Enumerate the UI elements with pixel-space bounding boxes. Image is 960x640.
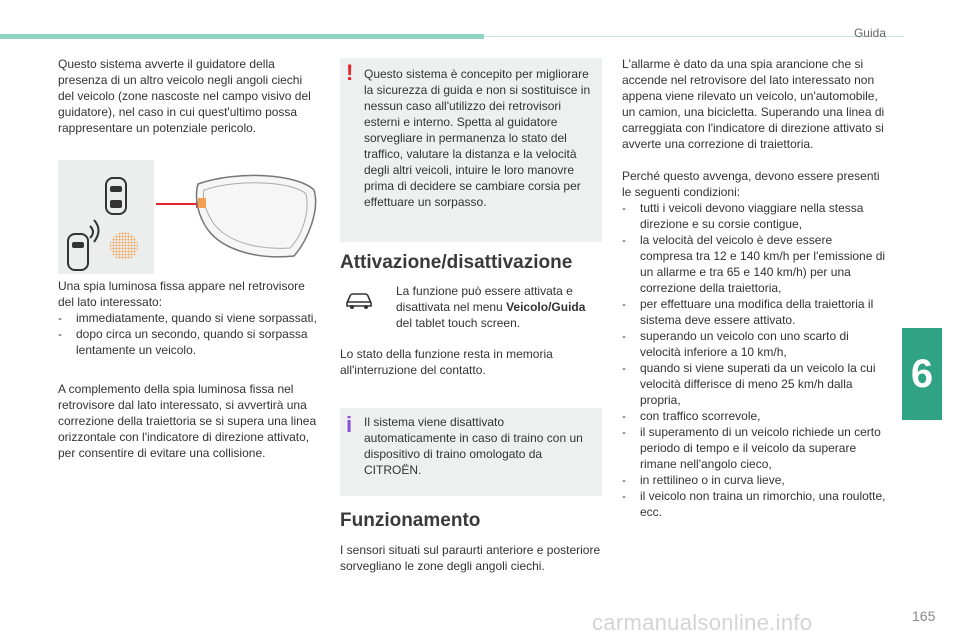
list-item: - dopo circa un secondo, quando si sorpassa lentamente un veicolo.	[58, 326, 320, 358]
chapter-tab: 6	[902, 328, 942, 420]
activation-heading: Attivazione/disattivazione	[340, 252, 573, 273]
allarme-paragraph: L'allarme è dato da una spia arancione che si accende nel retrovisore del lato interessato non appena viene rilevato un veicolo, un'automobile, un camion, una bicicletta. Superando una linea di carreggiata con l'indicatore di direzione attivato si avverte una correzione di traiettoria.	[622, 57, 885, 151]
mirror-icon	[156, 175, 316, 256]
info-box	[340, 408, 602, 496]
list-item: - tutti i veicoli devono viaggiare nella stessa direzione e su corsie contigue,	[622, 200, 888, 232]
spia-paragraph: Una spia luminosa fissa appare nel retrovisore del lato interessato:	[58, 279, 305, 309]
info-icon: i	[346, 412, 353, 437]
info-text: Il sistema viene disattivato automaticamente in caso di traino con un dispositivo di traino omologato da CITROËN.	[364, 415, 583, 477]
intro-paragraph: Questo sistema avverte il guidatore della presenza di un altro veicolo negli angoli ciechi del veicolo (zone nascoste nel campo visivo del guidatore), nel caso in cui quest'ultimo possa rappresentare un potenziale pericolo.	[58, 57, 311, 135]
section-title: Guida	[853, 26, 886, 40]
blind-spot-figure	[58, 160, 320, 274]
list-item: - la velocità del veicolo è deve essere compresa tra 12 e 140 km/h per l'emissione di un allarme e tra 65 e 140 km/h) per una correzione della traiettoria,	[622, 232, 888, 296]
funzionamento-heading: Funzionamento	[340, 510, 481, 531]
list-item: - quando si viene superati da un veicolo la cui velocità differisce di meno 25 km/h dalla propria,	[622, 360, 888, 408]
menu-path: Veicolo/Guida	[506, 300, 586, 314]
page-number: 165	[912, 608, 936, 624]
conditions-intro: Perché questo avvenga, devono essere presenti le seguenti condizioni:	[622, 169, 880, 199]
list-item: - superando un veicolo con uno scarto di velocità inferiore a 10 km/h,	[622, 328, 888, 360]
sensori-paragraph: I sensori situati sul paraurti anteriore e posteriore sorvegliano le zone degli angoli ciechi.	[340, 543, 601, 573]
activation-paragraph: La funzione può essere attivata e disattivata nel menu Veicolo/Guida del tablet touch screen.	[396, 284, 586, 330]
header-accent-bar	[0, 34, 484, 39]
warning-icon: !	[346, 60, 354, 85]
conditions-list	[622, 200, 888, 520]
header-rule	[484, 36, 904, 37]
list-item: - il veicolo non traina un rimorchio, una roulotte, ecc.	[622, 488, 888, 520]
complement-paragraph: A complemento della spia luminosa fissa nel retrovisore dal lato interessato, si avvertirà una correzione della traiettoria se si supera una linea orizzontale con l'indicatore di direzione attivato, per consentire di evitare una collisione.	[58, 382, 317, 460]
list-item: - in rettilineo o in curva lieve,	[622, 472, 888, 488]
warning-text: Questo sistema è concepito per migliorare la sicurezza di guida e non si sostituisce in nessun caso all'utilizzo dei retrovisori esterni e interno. Spetta al guidatore sorvegliare in permanenza lo stato del traffico, valutare la distanza e la velocità degli altri veicoli, intuire le loro manovre prima di decidere se cambiare corsia per effettuare un sorpasso.	[364, 67, 591, 209]
car-settings-icon	[344, 290, 374, 310]
list-item: - il superamento di un veicolo richiede un certo periodo di tempo e il veicolo da superare rimane nell'angolo cieco,	[622, 424, 888, 472]
spia-list	[58, 310, 320, 358]
watermark: carmanualsonline.info	[592, 610, 813, 635]
list-item: - per effettuare una modifica della traiettoria il sistema deve essere attivato.	[622, 296, 888, 328]
list-item: - con traffico scorrevole,	[622, 408, 888, 424]
list-item: - immediatamente, quando si viene sorpassati,	[58, 310, 320, 326]
warning-box	[340, 58, 602, 242]
memory-paragraph: Lo stato della funzione resta in memoria all'interruzione del contatto.	[340, 347, 553, 377]
